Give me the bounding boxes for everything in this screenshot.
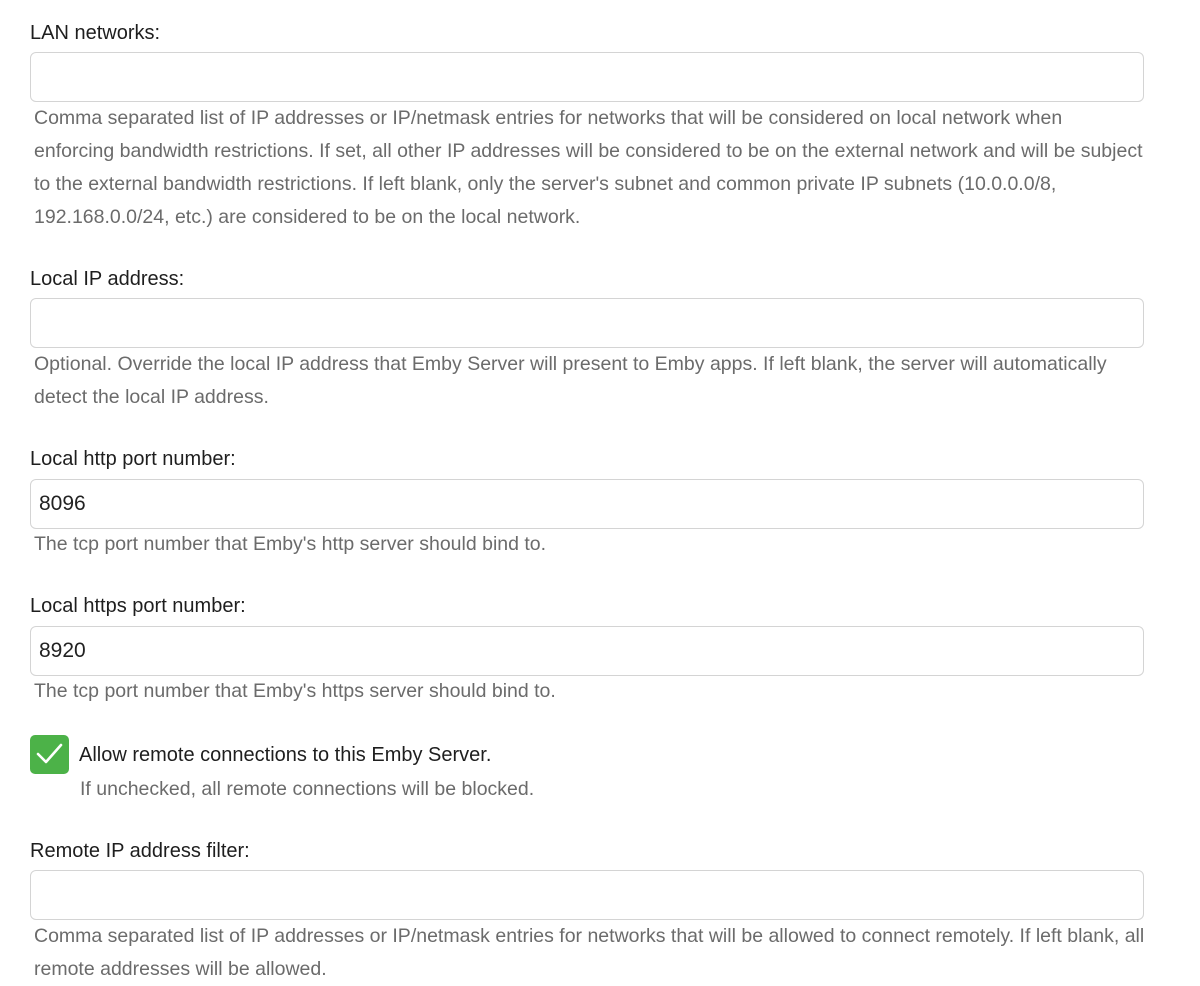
http-port-input[interactable] [30, 479, 1144, 529]
https-port-help: The tcp port number that Emby's https server should bind to. [34, 680, 556, 702]
allow-remote-checkbox[interactable] [30, 735, 69, 774]
local-ip-input[interactable] [30, 298, 1144, 348]
lan-networks-input[interactable] [30, 52, 1144, 102]
https-port-input[interactable] [30, 626, 1144, 676]
https-port-label: Local https port number: [30, 595, 246, 617]
http-port-label: Local http port number: [30, 448, 236, 470]
lan-networks-help: Comma separated list of IP addresses or IP/netmask entries for networks that will be considered on local network when enforcing bandwidth restrictions. If set, all other IP addresses will be considered to be on the external network and will be subject to the external bandwidth restrictions. If left blank, only the server's subnet and common private IP subnets (10.0.0.0/8, 192.168.0.0/24, etc.) are considered to be on the local network. [34, 107, 1143, 228]
local-ip-label: Local IP address: [30, 268, 185, 290]
allow-remote-label[interactable]: Allow remote connections to this Emby Server. [79, 744, 492, 766]
check-icon [35, 741, 64, 767]
http-port-help: The tcp port number that Emby's http server should bind to. [34, 533, 547, 555]
remote-ip-filter-help: Comma separated list of IP addresses or IP/netmask entries for networks that will be allowed to connect remotely. If left blank, all remote addresses will be allowed. [34, 925, 1145, 980]
remote-ip-filter-input[interactable] [30, 870, 1144, 920]
lan-networks-label: LAN networks: [30, 22, 161, 44]
allow-remote-help: If unchecked, all remote connections will be blocked. [80, 778, 535, 800]
local-ip-help: Optional. Override the local IP address that Emby Server will present to Emby apps. If left blank, the server will automatically detect the local IP address. [34, 353, 1107, 408]
remote-ip-filter-label: Remote IP address filter: [30, 840, 250, 862]
